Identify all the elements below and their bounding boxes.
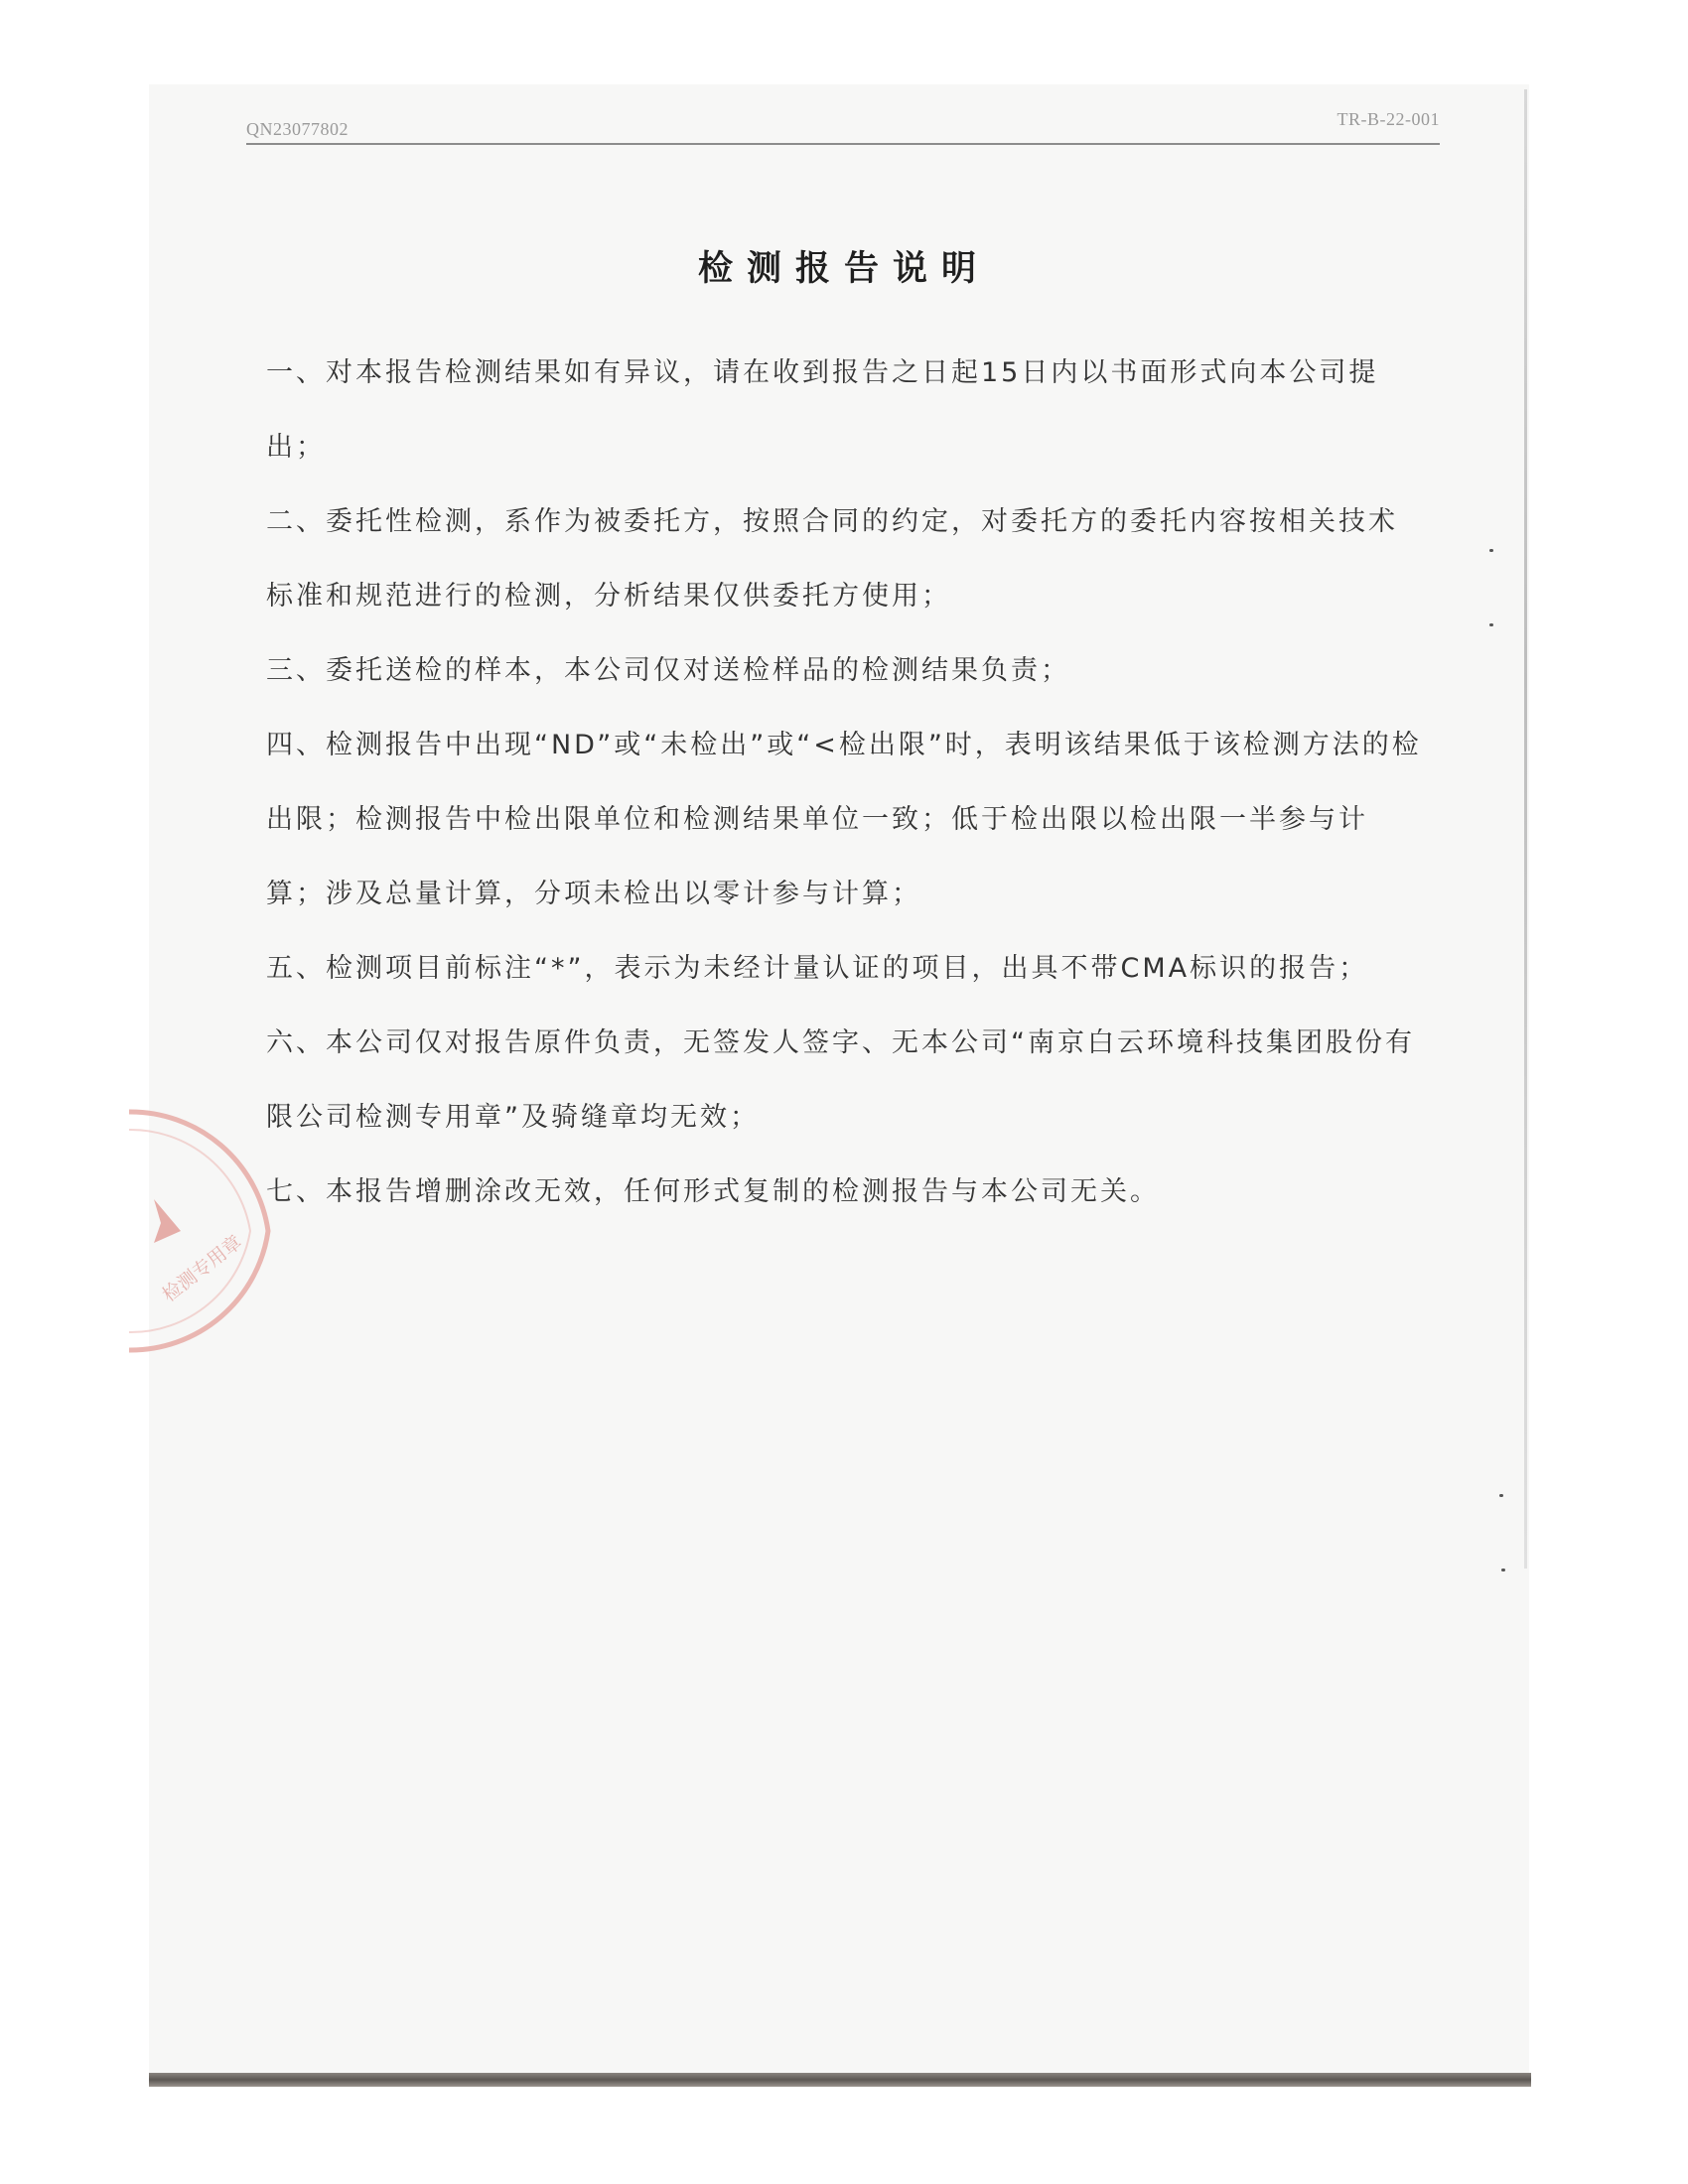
scan-speck (1489, 549, 1493, 552)
form-code: TR-B-22-001 (1336, 109, 1440, 129)
scan-speck (1499, 1494, 1503, 1497)
header-divider (246, 143, 1440, 145)
partial-seal-stamp (99, 1082, 278, 1360)
notes-list (266, 336, 1423, 1229)
document-title: 检测报告说明 (697, 249, 990, 289)
note-item: 三、委托送检的样本，本公司仅对送检样品的检测结果负责； (266, 655, 1070, 686)
page-bottom-edge (149, 2073, 1531, 2087)
note-item: 二、委托性检测，系作为被委托方，按照合同的约定，对委托方的委托内容按相关技术标准和规范进行的检测，分析结果仅供委托方使用； (266, 506, 1398, 612)
scan-speck (1489, 623, 1493, 626)
note-item: 七、本报告增删涂改无效，任何形式复制的检测报告与本公司无关。 (266, 1176, 1160, 1207)
note-item: 六、本公司仅对报告原件负责，无签发人签字、无本公司“南京白云环境科技集团股份有限公司检测专用章”及骑缝章均无效； (266, 1027, 1415, 1133)
report-number: QN23077802 (246, 119, 349, 139)
stamp-text: 检测专用章 (158, 1231, 246, 1306)
scan-speck (1501, 1569, 1505, 1571)
page-edge-shadow (1524, 89, 1527, 1569)
note-item: 四、检测报告中出现“ND”或“未检出”或“<检出限”时，表明该结果低于该检测方法的检出限；检测报告中检出限单位和检测结果单位一致；低于检出限以检出限一半参与计算；涉及总量计算，分项未检出以零计参与计算； (266, 730, 1422, 909)
note-item: 一、对本报告检测结果如有异议，请在收到报告之日起15日内以书面形式向本公司提出； (266, 357, 1379, 463)
note-item: 五、检测项目前标注“*”，表示为未经计量认证的项目，出具不带CMA标识的报告； (266, 953, 1369, 984)
